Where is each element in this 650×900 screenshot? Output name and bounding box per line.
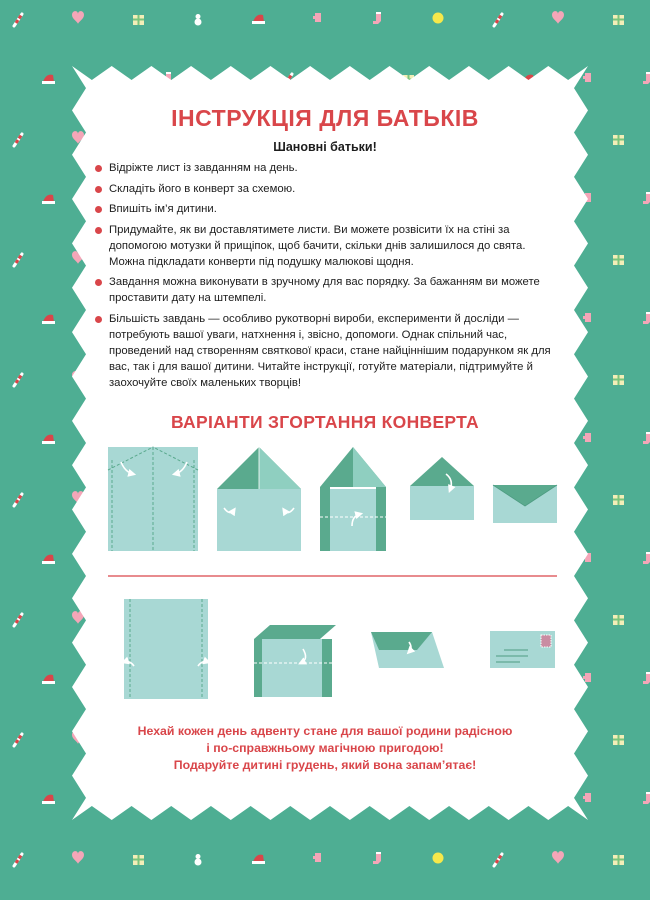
fold-step-4-diagram — [410, 457, 474, 520]
fold-step-3-diagram — [320, 447, 386, 551]
list-item: Завдання можна виконувати в зручному для вас порядку. За бажанням ви можете проставити дату на штемпелі. — [95, 274, 555, 306]
closing-message — [95, 723, 555, 774]
list-item: Придумайте, як ви доставлятимете листи. Ви можете розвісити їх на стіні за допомогою мотузки й прищіпок, щоб бачити, скільки днів залишилося до свята. Можна підкладати конверти під подушку малюкові щодня. — [95, 222, 555, 270]
list-item: Відріжте лист із завданням на день. — [95, 160, 555, 176]
fold-step-1b-diagram — [124, 599, 208, 699]
finished-envelope-with-stamp-diagram — [490, 631, 555, 668]
page-title: ІНСТРУКЦІЯ ДЛЯ БАТЬКІВ — [171, 105, 479, 131]
list-item: Більшість завдань — особливо рукотворні вироби, експерименти й досліди — потребують вашої уваги, натхнення і, звісно, допомоги. Однак спільний час, проведений над створенням святкової краси, стане найціннішим подарунком як для вас, так і для вашої дитини. Читайте інструкції, готуйте матеріали, підтримуйте й заохочуйте своїх маленьких творців! — [95, 311, 555, 391]
fold-step-2-diagram — [217, 447, 301, 551]
list-item: Складіть його в конверт за схемою. — [95, 181, 555, 197]
list-item: Впишіть ім’я дитини. — [95, 201, 555, 217]
fold-step-2b-diagram — [254, 625, 336, 697]
fold-step-1-diagram — [108, 447, 198, 551]
fold-step-3b-diagram — [371, 632, 444, 668]
closing-line: Подаруйте дитині грудень, який вона запам’ятає! — [173, 758, 477, 772]
section-subtitle: ВАРІАНТИ ЗГОРТАННЯ КОНВЕРТА — [170, 412, 479, 432]
finished-envelope-diagram — [493, 485, 557, 523]
greeting: Шановні батьки! — [273, 140, 377, 154]
closing-line: Нехай кожен день адвенту стане для вашої родини радісною — [137, 724, 513, 738]
closing-line: і по-справжньому магічною пригодою! — [206, 741, 444, 755]
